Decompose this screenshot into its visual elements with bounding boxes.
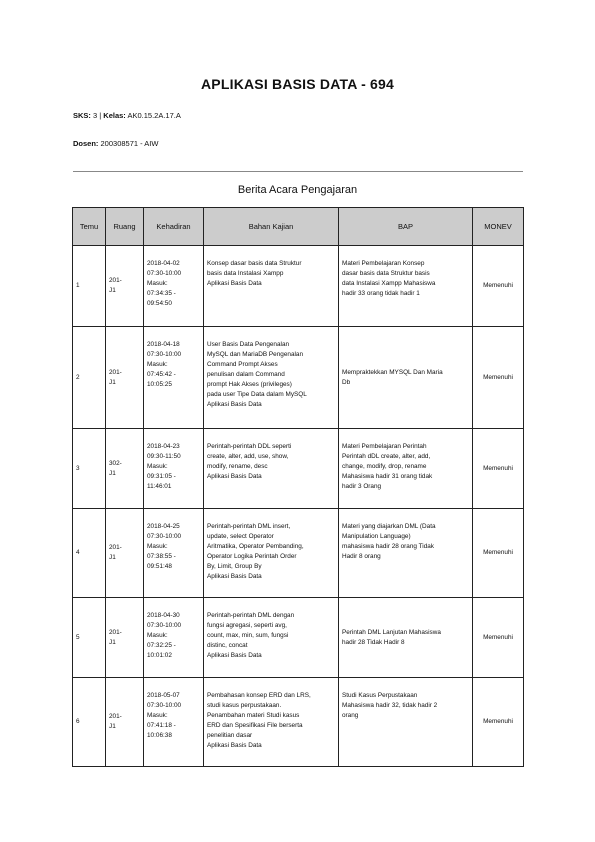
teaching-record-table	[72, 207, 524, 767]
header-bap: BAP	[339, 208, 473, 246]
cell-bap: Studi Kasus Perpustakaan Mahasiswa hadir 32, tidak hadir 2 orang	[339, 678, 473, 767]
cell-temu: 5	[73, 598, 106, 678]
header-monev: MONEV	[473, 208, 524, 246]
table-row	[73, 678, 524, 767]
document-title: APLIKASI BASIS DATA - 694	[201, 76, 394, 92]
cell-kehadiran: 2018-04-23 09:30-11:50 Masuk: 09:31:05 - 11:46:01	[144, 429, 204, 509]
header-temu: Temu	[73, 208, 106, 246]
cell-bap: Materi yang diajarkan DML (Data Manipulation Language) mahasiswa hadir 28 orang Tidak Hadir 8 orang	[339, 509, 473, 598]
cell-bahan-kajian: User Basis Data Pengenalan MySQL dan MariaDB Pengenalan Command Prompt Akses penulisan dalam Command prompt Hak Akses (privileges) pada user Tipe Data dalam MySQL Aplikasi Basis Data	[204, 327, 339, 429]
cell-temu: 1	[73, 246, 106, 327]
cell-temu: 6	[73, 678, 106, 767]
table-row	[73, 509, 524, 598]
cell-temu: 2	[73, 327, 106, 429]
cell-monev: Memenuhi	[473, 509, 524, 598]
cell-monev: Memenuhi	[473, 678, 524, 767]
cell-bahan-kajian: Perintah-perintah DML insert, update, select Operator Aritmatika, Operator Pembanding, Operator Logika Perintah Order By, Limit, Group By Aplikasi Basis Data	[204, 509, 339, 598]
cell-bap: Mempraktekkan MYSQL Dan Maria Db	[339, 327, 473, 429]
cell-ruang: 201- J1	[106, 598, 144, 678]
dosen-label: Dosen:	[73, 139, 99, 148]
cell-ruang: 302- J1	[106, 429, 144, 509]
cell-bap: Perintah DML Lanjutan Mahasiswa hadir 28 Tidak Hadir 8	[339, 598, 473, 678]
cell-monev: Memenuhi	[473, 327, 524, 429]
table-row	[73, 429, 524, 509]
lecturer-info-line	[73, 139, 158, 148]
header-ruang: Ruang	[106, 208, 144, 246]
header-kehadiran: Kehadiran	[144, 208, 204, 246]
cell-ruang: 201- J1	[106, 678, 144, 767]
cell-ruang: 201- J1	[106, 327, 144, 429]
cell-ruang: 201- J1	[106, 509, 144, 598]
cell-bap: Materi Pembelajaran Perintah Perintah dDL create, alter, add, change, modify, drop, rename Mahasiswa hadir 31 orang tidak hadir 3 Orang	[339, 429, 473, 509]
kelas-label: Kelas:	[103, 111, 126, 120]
section-title: Berita Acara Pengajaran	[237, 184, 358, 196]
cell-monev: Memenuhi	[473, 246, 524, 327]
course-info-line	[73, 111, 181, 120]
cell-ruang: 201- J1	[106, 246, 144, 327]
cell-kehadiran: 2018-05-07 07:30-10:00 Masuk: 07:41:18 - 10:06:38	[144, 678, 204, 767]
divider	[73, 171, 523, 172]
table-row	[73, 327, 524, 429]
cell-bahan-kajian: Konsep dasar basis data Struktur basis data Instalasi Xampp Aplikasi Basis Data	[204, 246, 339, 327]
cell-temu: 3	[73, 429, 106, 509]
table-header-row	[73, 208, 524, 246]
cell-monev: Memenuhi	[473, 598, 524, 678]
table-row	[73, 246, 524, 327]
cell-temu: 4	[73, 509, 106, 598]
table-row	[73, 598, 524, 678]
cell-kehadiran: 2018-04-25 07:30-10:00 Masuk: 07:38:55 - 09:51:48	[144, 509, 204, 598]
kelas-value: AK0.15.2A.17.A	[125, 111, 181, 120]
cell-kehadiran: 2018-04-30 07:30-10:00 Masuk: 07:32:25 - 10:01:02	[144, 598, 204, 678]
header-bahan-kajian: Bahan Kajian	[204, 208, 339, 246]
sks-label: SKS:	[73, 111, 91, 120]
cell-bahan-kajian: Pembahasan konsep ERD dan LRS, studi kasus perpustakaan. Penambahan materi Studi kasus ERD dan Spesifikasi File berserta penelitian dasar Aplikasi Basis Data	[204, 678, 339, 767]
cell-kehadiran: 2018-04-02 07:30-10:00 Masuk: 07:34:35 - 09:54:50	[144, 246, 204, 327]
cell-bahan-kajian: Perintah-perintah DDL seperti create, alter, add, use, show, modify, rename, desc Aplikasi Basis Data	[204, 429, 339, 509]
cell-monev: Memenuhi	[473, 429, 524, 509]
cell-bahan-kajian: Perintah-perintah DML dengan fungsi agregasi, seperti avg, count, max, min, sum, fungsi distinc, concat Aplikasi Basis Data	[204, 598, 339, 678]
sks-value: 3 |	[90, 111, 104, 120]
dosen-value: 200308571 - AIW	[98, 139, 159, 148]
cell-kehadiran: 2018-04-18 07:30-10:00 Masuk: 07:45:42 - 10:05:25	[144, 327, 204, 429]
cell-bap: Materi Pembelajaran Konsep dasar basis data Struktur basis data Instalasi Xampp Mahasiswa hadir 33 orang tidak hadir 1	[339, 246, 473, 327]
